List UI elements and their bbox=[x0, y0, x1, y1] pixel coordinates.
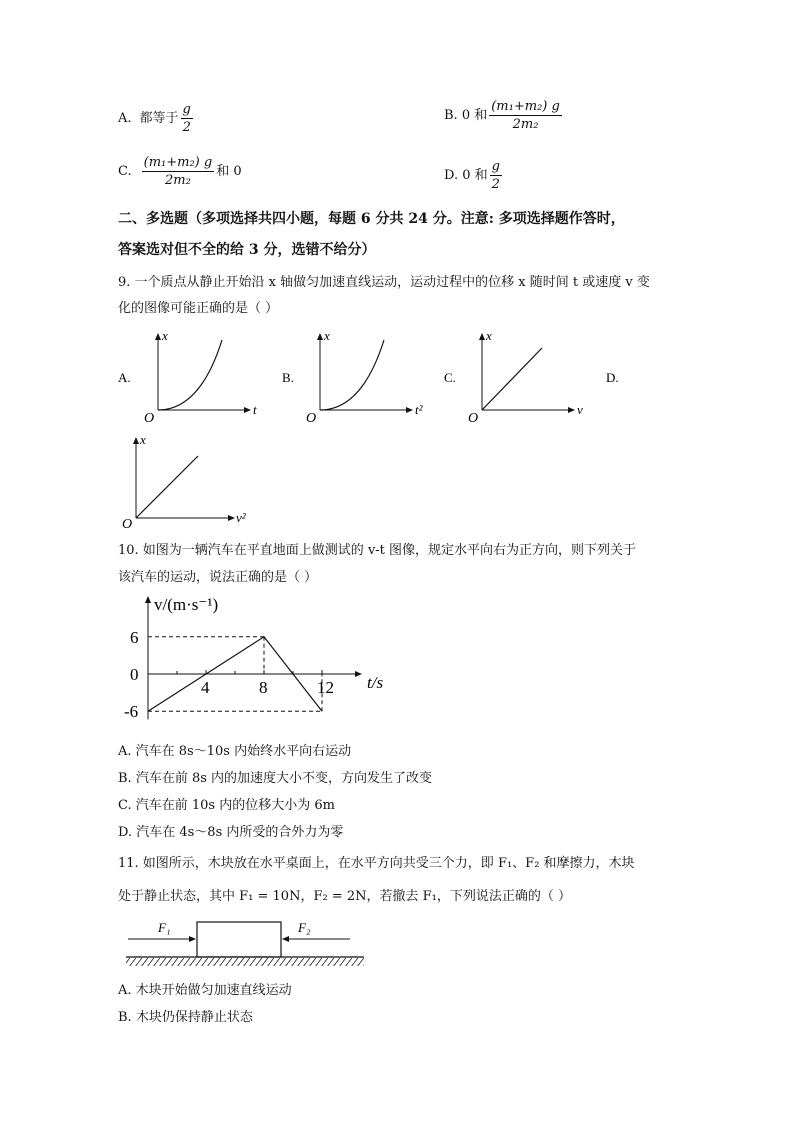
q11-option-b[interactable]: B. 木块仍保持静止状态 bbox=[118, 1010, 253, 1025]
q10-option-a[interactable]: A. 汽车在 8s～10s 内始终水平向右运动 bbox=[118, 744, 352, 759]
q8-a-label: A. bbox=[118, 111, 132, 126]
q8-c-fraction bbox=[142, 156, 215, 187]
q9-graph-b-ylabel: x bbox=[324, 328, 330, 343]
q9-graph-d-origin: O bbox=[122, 517, 133, 532]
vt-x-tick-label: 12 bbox=[317, 678, 334, 697]
q9-graph-b-label: B. bbox=[282, 370, 294, 385]
q9-graph-d-line bbox=[136, 456, 198, 518]
q9-graph-a-ylabel: x bbox=[162, 328, 168, 343]
q9-graph-d[interactable] bbox=[122, 432, 247, 532]
vt-x-tick-label: 4 bbox=[201, 678, 210, 697]
q9-graphs bbox=[110, 322, 630, 532]
vt-y-tick-label: -6 bbox=[124, 702, 139, 722]
q8-option-b[interactable] bbox=[444, 100, 564, 131]
q9-graph-a[interactable] bbox=[118, 328, 257, 426]
q8-b-den: 2m₂ bbox=[512, 117, 539, 132]
q8-b-label: B. 0 和 bbox=[444, 108, 488, 123]
q10-stem-line1: 10. 如图为一辆汽车在平直地面上做测试的 v-t 图像，规定水平向右为正方向，则下列关于 bbox=[118, 543, 637, 558]
vt-x-axis-label: t/s bbox=[367, 673, 384, 692]
vt-x-tick-label: 8 bbox=[259, 678, 268, 697]
q8-option-d[interactable] bbox=[444, 160, 504, 191]
vt-y-axis-label: v/(m·s⁻¹) bbox=[154, 595, 219, 614]
q9-graph-a-label: A. bbox=[118, 370, 131, 385]
q8-d-num: g bbox=[491, 159, 500, 174]
q8-option-a[interactable] bbox=[118, 103, 195, 134]
q11-block-diagram bbox=[120, 915, 370, 970]
table-hatching bbox=[126, 958, 364, 966]
q9-graph-c[interactable] bbox=[444, 328, 583, 426]
q9-graph-c-label: C. bbox=[444, 370, 456, 385]
q9-stem-line1: 9. 一个质点从静止开始沿 x 轴做匀加速直线运动，运动过程中的位移 x 随时间 t 或速度 v 变 bbox=[118, 275, 650, 290]
q8-b-fraction bbox=[489, 100, 562, 131]
wood-block bbox=[197, 922, 281, 957]
q8-d-den: 2 bbox=[491, 177, 500, 192]
q9-graph-a-curve bbox=[158, 340, 222, 410]
q9-graph-d-label[interactable]: D. bbox=[606, 370, 619, 385]
q8-d-fraction bbox=[490, 160, 502, 191]
q8-c-num: (m₁+m₂) g bbox=[143, 155, 213, 170]
q10-stem-line2: 该汽车的运动，说法正确的是（ ） bbox=[118, 570, 318, 585]
q9-graph-b-curve bbox=[320, 340, 384, 410]
q9-graph-c-xlabel: v bbox=[577, 402, 583, 417]
q8-a-text: 都等于 bbox=[139, 111, 179, 126]
q11-stem-line2: 处于静止状态，其中 F₁ = 10N，F₂ = 2N，若撤去 F₁，下列说法正确的（ ） bbox=[118, 889, 571, 904]
q8-a-fraction bbox=[181, 103, 193, 134]
q8-c-label: C. bbox=[118, 164, 132, 179]
q9-graph-c-ylabel: x bbox=[486, 328, 492, 343]
q8-c-after: 和 0 bbox=[216, 164, 242, 179]
f1-label: F₁ bbox=[158, 920, 171, 935]
q10-option-b[interactable]: B. 汽车在前 8s 内的加速度大小不变，方向发生了改变 bbox=[118, 771, 433, 786]
q9-graph-a-xlabel: t bbox=[253, 402, 257, 417]
q9-graph-c-origin: O bbox=[468, 411, 479, 426]
q9-graph-b-xlabel: t² bbox=[415, 402, 423, 417]
q8-option-c[interactable] bbox=[118, 156, 242, 187]
q9-graph-c-line bbox=[482, 348, 542, 410]
q8-d-label: D. 0 和 bbox=[444, 168, 488, 183]
f2-label: F₂ bbox=[298, 920, 311, 935]
q9-stem-line2: 化的图像可能正确的是（ ） bbox=[118, 301, 279, 316]
q9-graph-a-origin: O bbox=[144, 411, 155, 426]
section2-line1: 二、多选题（多项选择共四小题，每题 6 分共 24 分。注意: 多项选择题作答时， bbox=[118, 211, 625, 227]
q8-c-den: 2m₂ bbox=[165, 173, 191, 188]
q10-option-c[interactable]: C. 汽车在前 10s 内的位移大小为 6m bbox=[118, 798, 335, 813]
q9-graph-b[interactable] bbox=[282, 328, 424, 426]
q11-stem-line1: 11. 如图所示，木块放在水平桌面上，在水平方向共受三个力，即 F₁、F₂ 和摩擦力，木块 bbox=[118, 856, 635, 871]
q8-a-num: g bbox=[182, 102, 191, 117]
q11-option-a[interactable]: A. 木块开始做匀加速直线运动 bbox=[118, 983, 292, 998]
vt-y-tick-label: 0 bbox=[130, 665, 139, 684]
vt-y-tick-label: 6 bbox=[130, 627, 139, 647]
q10-vt-chart bbox=[112, 592, 402, 732]
q8-a-den: 2 bbox=[182, 120, 191, 135]
q9-graph-b-origin: O bbox=[306, 411, 317, 426]
q9-graph-d-ylabel: x bbox=[140, 432, 146, 447]
q8-b-num: (m₁+m₂) g bbox=[491, 99, 560, 114]
q10-option-d[interactable]: D. 汽车在 4s～8s 内所受的合外力为零 bbox=[118, 825, 344, 840]
q9-graph-d-xlabel: v² bbox=[236, 510, 246, 525]
section2-line2: 答案选对但不全的给 3 分，选错不给分） bbox=[118, 242, 376, 258]
